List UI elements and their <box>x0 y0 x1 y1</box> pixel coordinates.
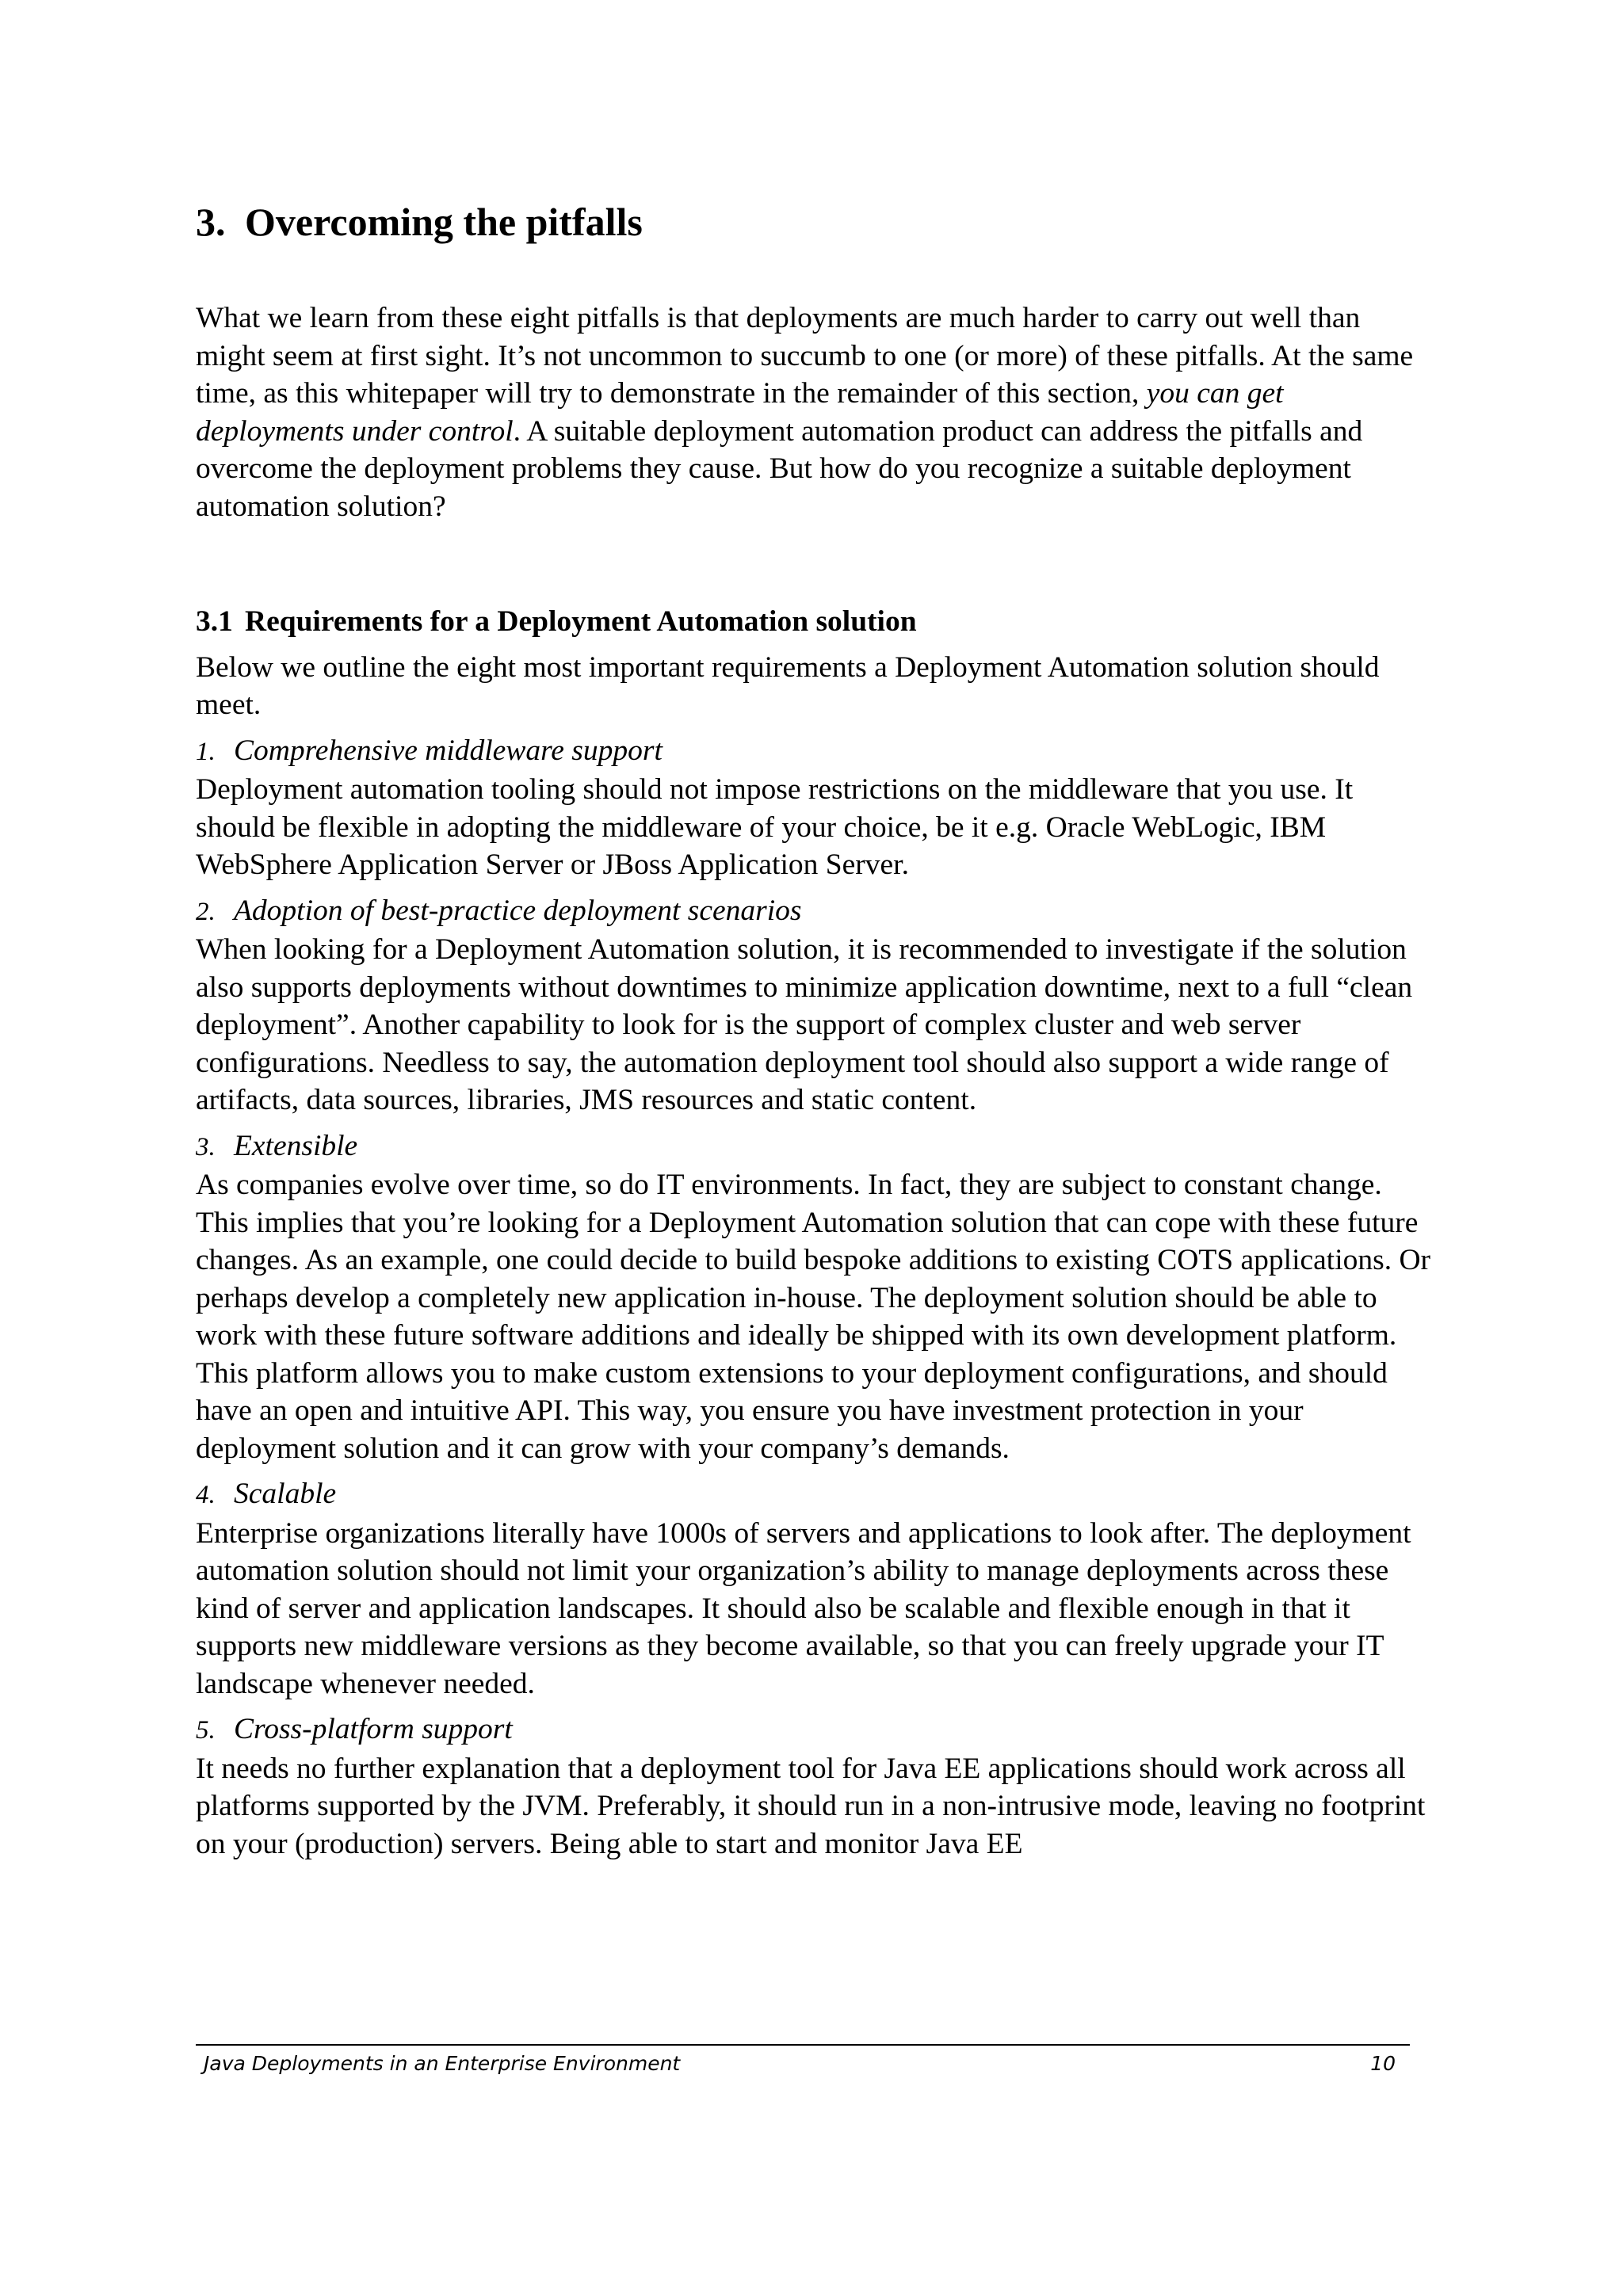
intro-emphasis: you can get deployments under control <box>196 377 1284 448</box>
requirement-heading <box>196 1711 1432 1750</box>
requirement-body: Enterprise organizations literally have 1000s of servers and applications to look after. The deployment automation solution should not limit your organization’s ability to manage deployments across these kind of server and application landscapes. It should also be scalable and flexible enough in that it supports new middleware versions as they become available, so that you can freely upgrade your IT landscape whenever needed. <box>196 1516 1411 1700</box>
requirement-title: Adoption of best-practice deployment scenarios <box>234 894 802 927</box>
section-title <box>196 603 1432 641</box>
section-title-text: Requirements for a Deployment Automation solution <box>245 605 917 638</box>
requirement-body: As companies evolve over time, so do IT environments. In fact, they are subject to constant change. This implies that you’re looking for a Deployment Automation solution that can cope with these future changes. As an example, one could decide to build bespoke additions to existing COTS applications. Or perhaps develop a completely new application in-house. The deployment solution should be able to work with these future software additions and ideally be shipped with its own development platform. This platform allows you to make custom extensions to your deployment configurations, and should have an open and intuitive API. This way, you ensure you have investment protection in your deployment solution and it can grow with your company’s demands. <box>196 1169 1431 1465</box>
footer-document-title: Java Deployments in an Enterprise Environment <box>204 2052 681 2075</box>
chapter-title-text: Overcoming the pitfalls <box>245 200 643 244</box>
requirement-number: 3. <box>196 1132 216 1161</box>
requirement-title: Extensible <box>234 1129 358 1162</box>
section-number: 3.1 <box>196 605 233 638</box>
page-number: 10 <box>1370 2052 1396 2075</box>
requirement-number: 1. <box>196 737 216 766</box>
requirement-body: When looking for a Deployment Automation solution, it is recommended to investigate if the solution also supports deployments without downtimes to minimize application downtime, next to a full “clean deployment”. Another capability to look for is the support of complex cluster and web server configurations. Needless to say, the automation deployment tool should also support a wide range of artifacts, data sources, libraries, JMS resources and static content. <box>196 933 1413 1116</box>
requirement-scalable <box>196 1475 1432 1703</box>
document-page <box>196 0 1432 2296</box>
intro-text-end: . A suitable deployment automation product can address the pitfalls and overcome the deployment problems they cause. But how do you recognize a suitable deployment automation solution? <box>196 414 1363 523</box>
page-footer <box>196 2044 1410 2075</box>
requirement-extensible <box>196 1127 1432 1468</box>
chapter-title <box>196 196 643 247</box>
requirement-heading <box>196 1127 1432 1167</box>
main-content <box>196 299 1432 1871</box>
requirement-comprehensive-middleware-support <box>196 732 1432 884</box>
requirement-title: Cross-platform support <box>234 1713 513 1745</box>
requirement-heading <box>196 892 1432 932</box>
intro-paragraph <box>196 299 1432 525</box>
requirement-heading <box>196 732 1432 772</box>
intro-text-start: What we learn from these eight pitfalls is that deployments are much harder to carry out well than might seem at first sight. It’s not uncommon to succumb to one (or more) of these pitfalls. At the same time, as this whitepaper will try to demonstrate in the remainder of this section, <box>196 302 1414 410</box>
requirement-title: Scalable <box>234 1478 337 1510</box>
requirement-body: Deployment automation tooling should not impose restrictions on the middleware that you use. It should be flexible in adopting the middleware of your choice, be it e.g. Oracle WebLogic, IBM WebSphere Application Server or JBoss Application Server. <box>196 773 1354 881</box>
requirement-title: Comprehensive middleware support <box>234 734 663 767</box>
requirement-number: 2. <box>196 897 216 926</box>
requirement-cross-platform-support <box>196 1711 1432 1863</box>
requirement-heading <box>196 1475 1432 1515</box>
requirement-best-practice-deployment-scenarios <box>196 892 1432 1119</box>
section-lead-paragraph: Below we outline the eight most important requirements a Deployment Automation solution should meet. <box>196 650 1380 721</box>
requirement-number: 4. <box>196 1481 216 1509</box>
requirement-number: 5. <box>196 1716 216 1745</box>
requirement-body: It needs no further explanation that a deployment tool for Java EE applications should work across all platforms supported by the JVM. Preferably, it should run in a non-intrusive mode, leaving no footprint on your (production) servers. Being able to start and monitor Java EE <box>196 1752 1426 1860</box>
chapter-number: 3. <box>196 200 226 244</box>
